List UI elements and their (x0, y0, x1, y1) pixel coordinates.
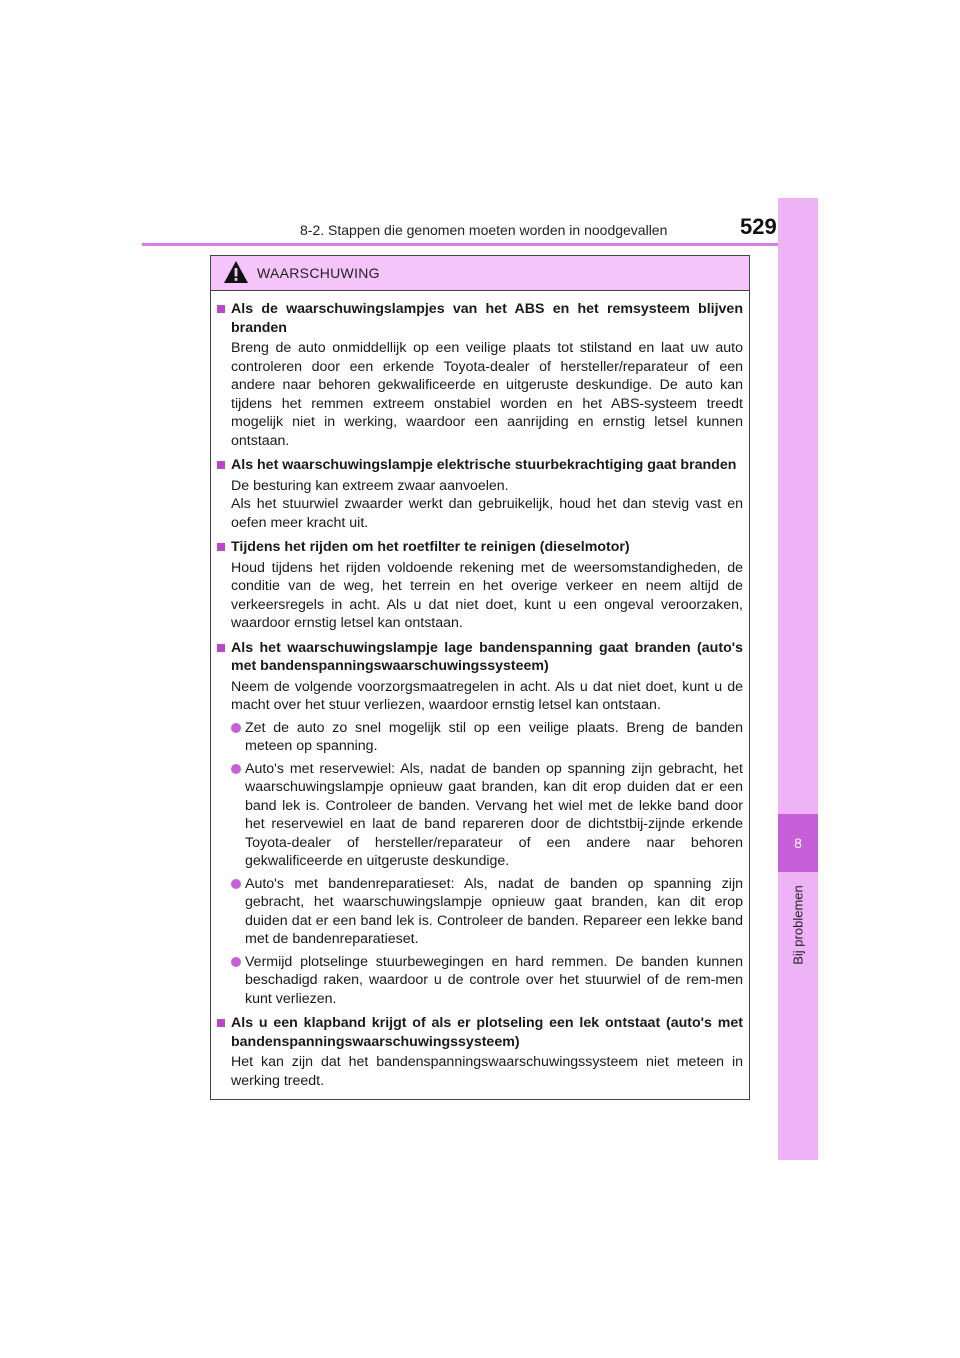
section-paragraph: Het kan zijn dat het bandenspanningswaarschuwingssysteem niet meteen in werking treedt. (231, 1054, 743, 1089)
warning-triangle-icon (223, 260, 249, 286)
section-paragraph: Neem de volgende voorzorgsmaatregelen in acht. Als u dat niet doet, kunt u de macht over het stuur verliezen, waardoor ernstig letsel kan ontstaan. (231, 678, 743, 713)
section-heading: Tijdens het rijden om het roetfilter te reinigen (dieselmotor) (231, 539, 630, 555)
page-number: 529 (740, 214, 777, 239)
header-divider (142, 243, 818, 246)
chapter-number-box (778, 814, 818, 872)
warning-section (215, 456, 743, 532)
warning-section (215, 538, 743, 633)
bullet-text: Auto's met reservewiel: Als, nadat de banden op spanning zijn gebracht, het waarschuwingslampje opnieuw gaat branden, kan dit erop duiden dat er een band lek is. Controleer de banden. Vervang het wiel met de lekke band door het reservewiel en laat de band repareren door de dichtstbij-zijnde erkende Toyota-dealer of hersteller/reparateur of een andere naar behoren gekwalificeerde en uitgeruste deskundige. (245, 760, 743, 869)
section-paragraph: Als het stuurwiel zwaarder werkt dan gebruikelijk, houd het dan stevig vast en oefen meer kracht uit. (231, 496, 743, 531)
warning-section (215, 639, 743, 1009)
section-paragraph: De besturing kan extreem zwaar aanvoelen. (231, 477, 509, 494)
section-marker (217, 1019, 225, 1027)
bullet-item (231, 953, 743, 1009)
section-title: 8-2. Stappen die genomen moeten worden in noodgevallen (300, 222, 668, 238)
section-marker (217, 644, 225, 652)
bullet-text: Zet de auto zo snel mogelijk stil op een veilige plaats. Breng de banden meteen op spanning. (245, 719, 743, 754)
section-heading: Als de waarschuwingslampjes van het ABS en het remsysteem blijven branden (231, 301, 743, 336)
warning-box (210, 255, 750, 1100)
section-heading: Als u een klapband krijgt of als er plotseling een lek ontstaat (auto's met bandenspanningswaarschuwingssysteem) (231, 1015, 743, 1050)
bullet-item (231, 760, 743, 871)
chapter-number: 8 (794, 835, 802, 851)
bullet-dot (231, 957, 241, 967)
section-heading: Als het waarschuwingslampje elektrische stuurbekrachtiging gaat branden (231, 457, 737, 473)
warning-title: WAARSCHUWING (257, 265, 380, 281)
section-marker (217, 543, 225, 551)
warning-header (211, 256, 749, 291)
warning-section (215, 300, 743, 450)
bullet-dot (231, 764, 241, 774)
bullet-dot (231, 879, 241, 889)
section-paragraph: Breng de auto onmiddellijk op een veilige plaats tot stilstand en laat uw auto controleren door een erkende Toyota-dealer of hersteller/reparateur of een andere naar behoren gekwalificeerde en uitgeruste deskundige. De auto kan tijdens het remmen extreem onstabiel worden en het ABS-systeem treedt mogelijk niet in werking, waardoor een aanrijding en ernstig letsel kunnen ontstaan. (231, 340, 743, 449)
section-marker (217, 305, 225, 313)
bullet-item (231, 875, 743, 949)
warning-body (211, 291, 749, 1090)
bullet-text: Vermijd plotselinge stuurbewegingen en hard remmen. De banden kunnen beschadigd raken, waardoor u de controle over het stuurwiel of de rem-men kunt verliezen. (245, 953, 743, 1007)
warning-section (215, 1014, 743, 1090)
section-paragraph: Houd tijdens het rijden voldoende rekening met de weersomstandigheden, de conditie van de weg, het terrein en het overige verkeer en neem altijd de verkeersregels in acht. Als u dat niet doet, kunt u een ongeval veroorzaken, waardoor ernstig letsel kan ontstaan. (231, 559, 743, 631)
section-heading: Als het waarschuwingslampje lage bandenspanning gaat branden (auto's met bandenspanningswaarschuwingssysteem) (231, 639, 743, 674)
bullet-item (231, 719, 743, 756)
bullet-dot (231, 723, 241, 733)
chapter-title: Bij problemen (790, 885, 806, 965)
section-marker (217, 461, 225, 469)
chapter-side-tab (778, 198, 818, 1160)
bullet-text: Auto's met bandenreparatieset: Als, nadat de banden op spanning zijn gebracht, het waarschuwingslampje opnieuw gaat branden, kan dit erop duiden dat er een band lek is. Controleer de banden. Repareer een lekke band met de bandenreparatieset. (245, 875, 743, 947)
